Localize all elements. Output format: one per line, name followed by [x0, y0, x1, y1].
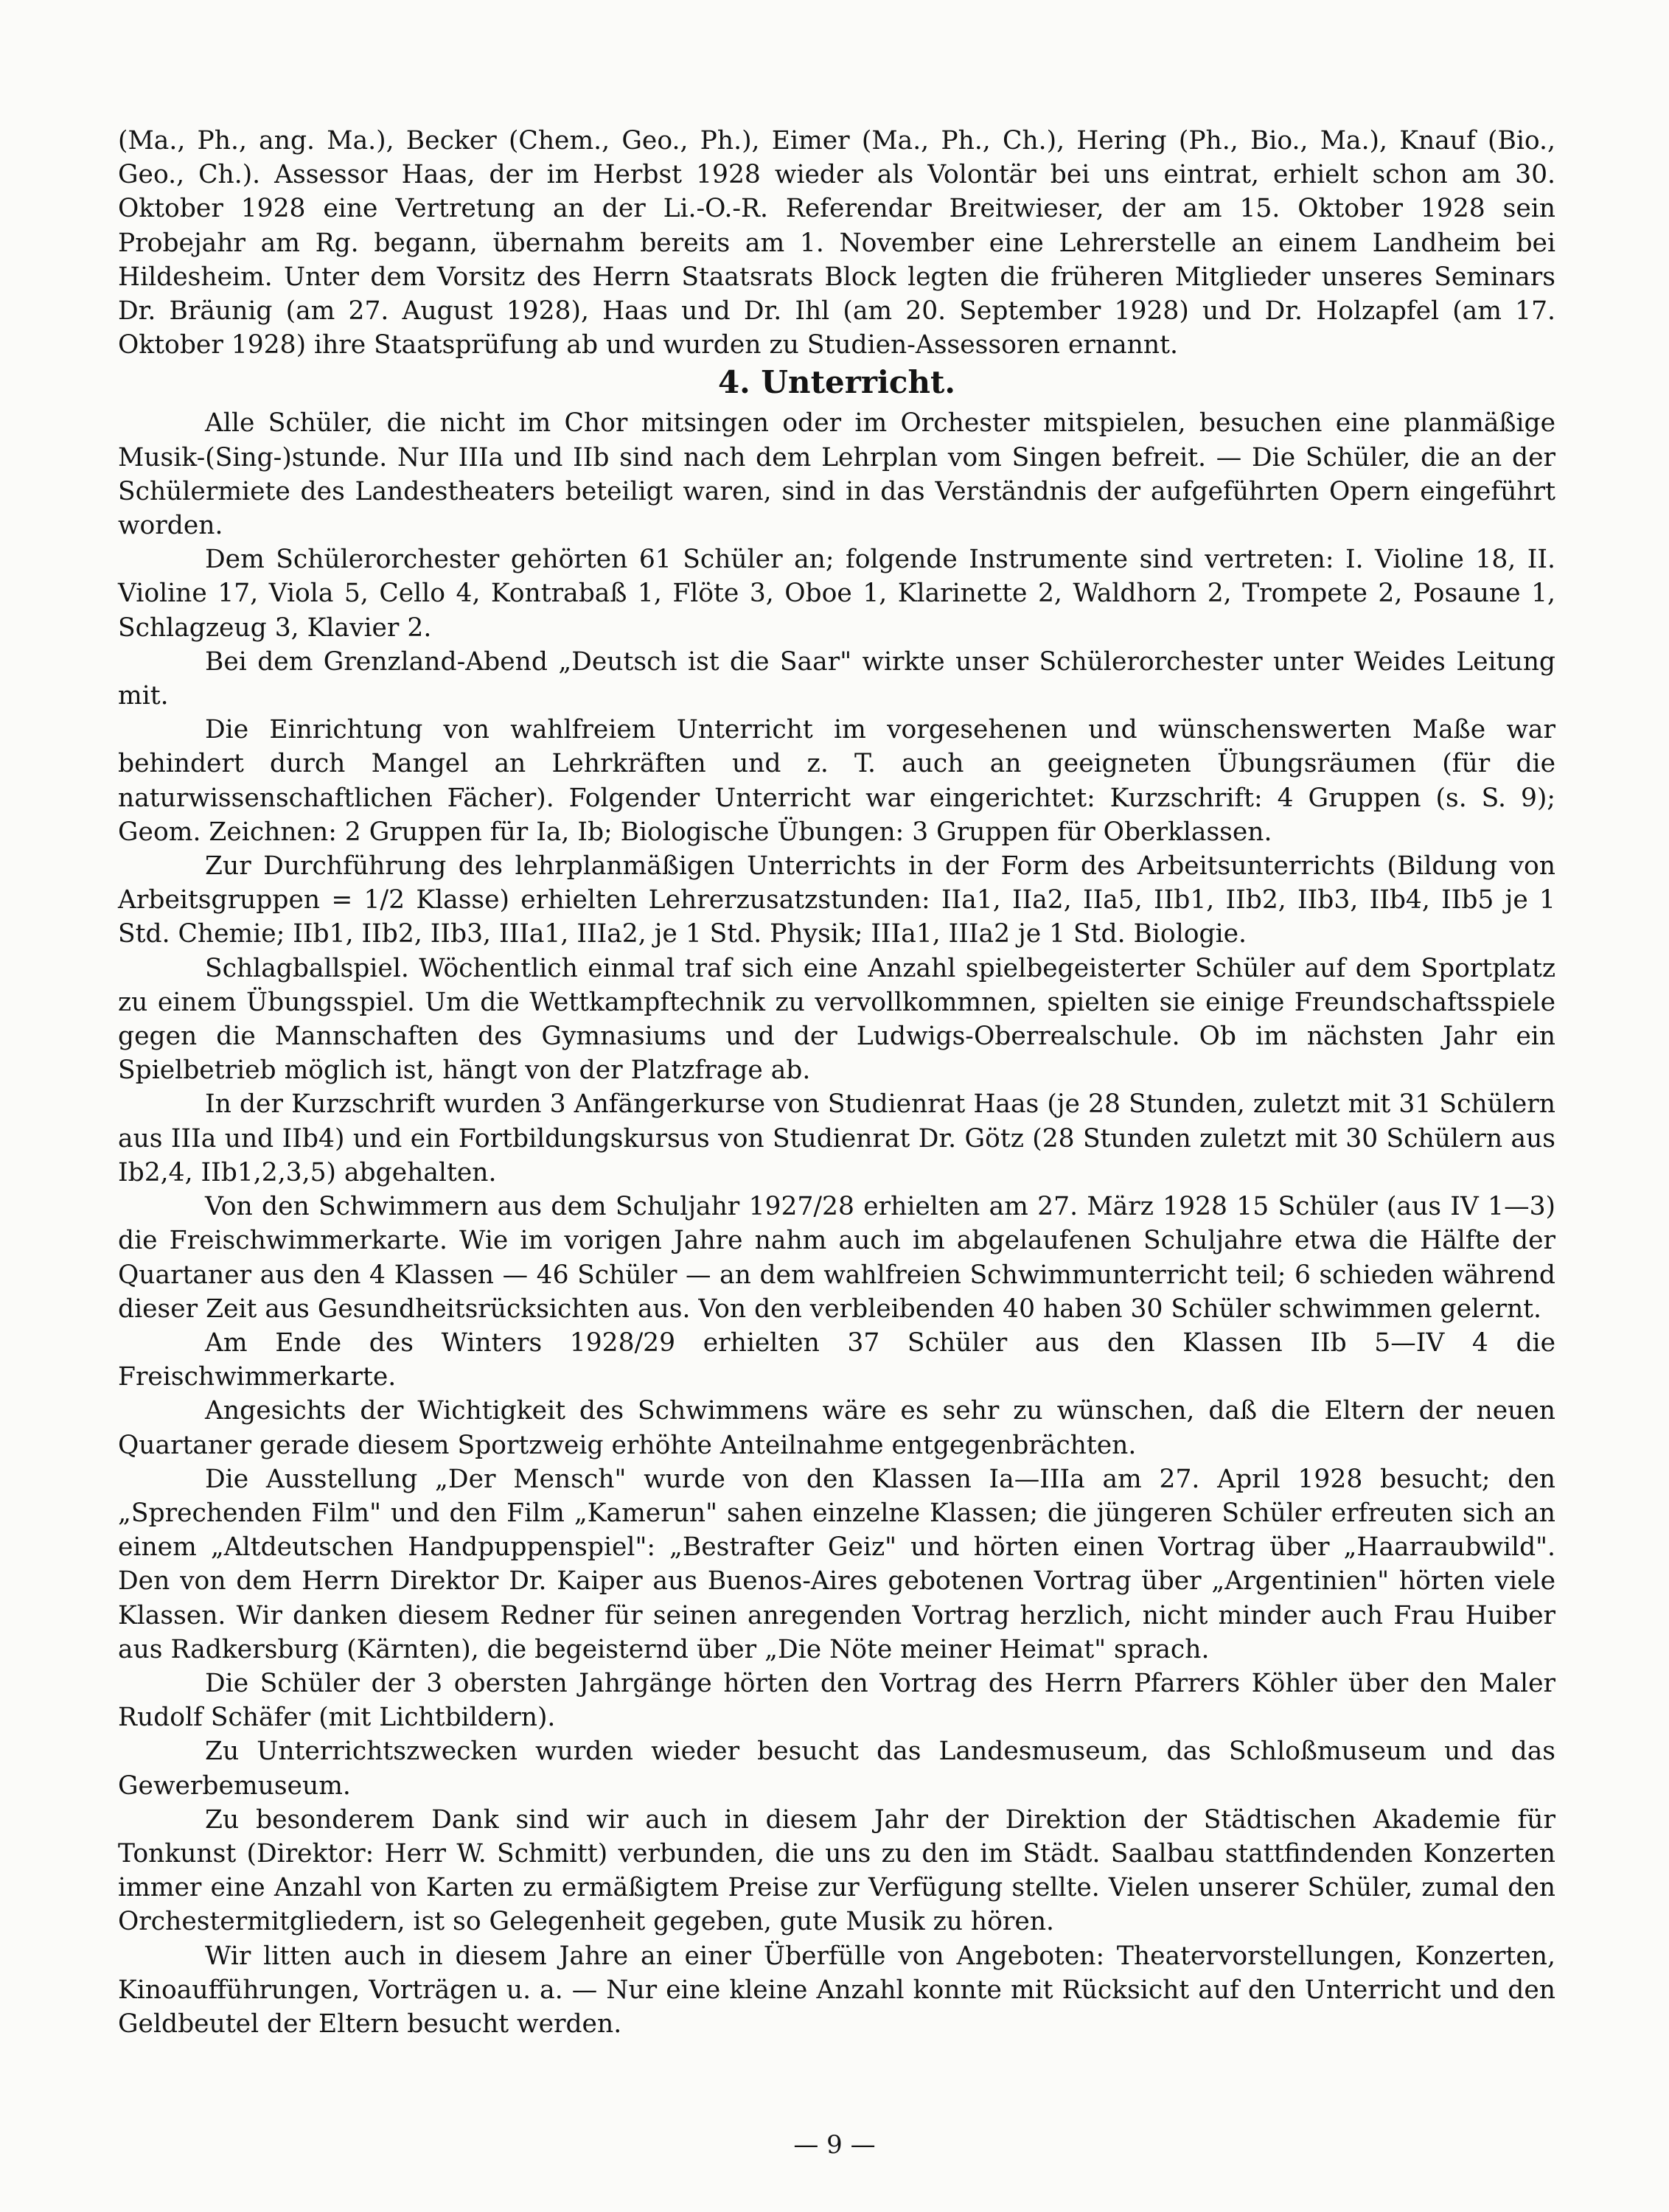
paragraph-work-groups: Zur Durchführung des lehrplanmäßigen Unterrichts in der Form des Arbeitsunterrichts (Bildung von Arbeitsgruppen = 1/2 Klasse) erhielten Lehrerzusatzstunden: IIa1, IIa2, IIa5, IIb1, IIb2, IIb3, IIb4, IIb5 je 1 Std. Chemie; IIb1, IIb2, IIb3, IIIa1, IIIa2, je 1 Std. Physik; IIIa1, IIIa2 je 1 Std. Biologie.: [118, 851, 1555, 949]
paragraph-winter-swim: Am Ende des Winters 1928/29 erhielten 37 Schüler aus den Klassen IIb 5—IV 4 die Freischwimmerkarte.: [118, 1327, 1555, 1392]
paragraph-exhibitions: Die Ausstellung „Der Mensch" wurde von den Klassen Ia—IIIa am 27. April 1928 besucht; den „Sprechenden Film" und den Film „Kamerun" sahen einzelne Klassen; die jüngeren Schüler erfreuten sich an einem „Altdeutschen Handpuppenspiel": „Bestrafter Geiz" und hörten einen Vortrag über „Haarraubwild". Den von dem Herrn Direktor Dr. Kaiper aus Buenos-Aires gebotenen Vortrag über „Argentinien" hörten viele Klassen. Wir danken diesem Redner für seinen anregenden Vortrag herzlich, nicht minder auch Frau Huiber aus Radkersburg (Kärnten), die begeisternd über „Die Nöte meiner Heimat" sprach.: [118, 1464, 1555, 1664]
paragraph-swim-importance: Angesichts der Wichtigkeit des Schwimmens wäre es sehr zu wünschen, daß die Eltern der neuen Quartaner gerade diesem Sportzweig erhöhte Anteilnahme entgegenbrächten.: [118, 1396, 1555, 1460]
section-heading: 4. Unterricht.: [717, 364, 956, 401]
paragraph-swimmers: Von den Schwimmern aus dem Schuljahr 1927/28 erhielten am 27. März 1928 15 Schüler (aus IV 1—3) die Freischwimmerkarte. Wie im vorigen Jahre nahm auch im abgelaufenen Schuljahre etwa die Hälfte der Quartaner aus den 4 Klassen — 46 Schüler — an dem wahlfreien Schwimmunterricht teil; 6 schieden während dieser Zeit aus Gesundheitsrücksichten aus. Von den verbleibenden 40 haben 30 Schüler schwimmen gelernt.: [118, 1192, 1555, 1324]
paragraph-optional-lessons: Die Einrichtung von wahlfreiem Unterricht im vorgesehenen und wünschenswerten Maße war behindert durch Mangel an Lehrkräften und z. T. auch an geeigneten Übungsräumen (für die naturwissenschaftlichen Fächer). Folgender Unterricht war eingerichtet: Kurzschrift: 4 Gruppen (s. S. 9); Geom. Zeichnen: 2 Gruppen für Ia, Ib; Biologische Übungen: 3 Gruppen für Oberklassen.: [118, 715, 1555, 847]
paragraph-staff-changes: (Ma., Ph., ang. Ma.), Becker (Chem., Geo., Ph.), Eimer (Ma., Ph., Ch.), Hering (Ph., Bio., Ma.), Knauf (Bio., Geo., Ch.). Assessor Haas, der im Herbst 1928 wieder als Volontär bei uns eintrat, erhielt schon am 30. Oktober 1928 eine Vertretung an der Li.-O.-R. Referendar Breitwieser, der am 15. Oktober 1928 sein Probejahr am Rg. begann, übernahm bereits am 1. November eine Lehrerstelle an einem Landheim bei Hildesheim. Unter dem Vorsitz des Herrn Staatsrats Block legten die früheren Mitglieder unseres Seminars Dr. Bräunig (am 27. August 1928), Haas und Dr. Ihl (am 20. September 1928) und Dr. Holzapfel (am 17. Oktober 1928) ihre Staatsprüfung ab und wurden zu Studien-Assessoren ernannt.: [118, 126, 1555, 360]
document-page: [118, 124, 1555, 2041]
page-number: — 9 —: [793, 2130, 876, 2160]
paragraph-grenzland-abend: Bei dem Grenzland-Abend „Deutsch ist die Saar" wirkte unser Schülerorchester unter Weides Leitung mit.: [118, 646, 1555, 711]
paragraph-lecture-koehler: Die Schüler der 3 obersten Jahrgänge hörten den Vortrag des Herrn Pfarrers Köhler über den Maler Rudolf Schäfer (mit Lichtbildern).: [118, 1668, 1555, 1733]
paragraph-museums: Zu Unterrichtszwecken wurden wieder besucht das Landesmuseum, das Schloßmuseum und das Gewerbemuseum.: [118, 1737, 1555, 1801]
paragraph-academy-thanks: Zu besonderem Dank sind wir auch in diesem Jahr der Direktion der Städtischen Akademie für Tonkunst (Direktor: Herr W. Schmitt) verbunden, die uns zu den im Städt. Saalbau stattfindenden Konzerten immer eine Anzahl von Karten zu ermäßigtem Preise zur Verfügung stellte. Vielen unserer Schüler, zumal den Orchestermitgliedern, ist so Gelegenheit gegeben, gute Musik zu hören.: [118, 1804, 1555, 1937]
paragraph-offers: Wir litten auch in diesem Jahre an einer Überfülle von Angeboten: Theatervorstellungen, Konzerten, Kinoaufführungen, Vorträgen u. a. — Nur eine kleine Anzahl konnte mit Rücksicht auf den Unterricht und den Geldbeutel der Eltern besucht werden.: [118, 1941, 1555, 2039]
paragraph-schlagball: Schlagballspiel. Wöchentlich einmal traf sich eine Anzahl spielbegeisterter Schüler auf dem Sportplatz zu einem Übungsspiel. Um die Wettkampftechnik zu vervollkommnen, spielten sie einige Freundschaftsspiele gegen die Mannschaften des Gymnasiums und der Ludwigs-Oberrealschule. Ob im nächsten Jahr ein Spielbetrieb möglich ist, hängt von der Platzfrage ab.: [118, 953, 1555, 1086]
paragraph-music-lessons: Alle Schüler, die nicht im Chor mitsingen oder im Orchester mitspielen, besuchen eine planmäßige Musik-(Sing-)stunde. Nur IIIa und IIb sind nach dem Lehrplan vom Singen befreit. — Die Schüler, die an der Schülermiete des Landestheaters beteiligt waren, sind in das Verständnis der aufgeführten Opern eingeführt worden.: [118, 408, 1555, 541]
paragraph-shorthand: In der Kurzschrift wurden 3 Anfängerkurse von Studienrat Haas (je 28 Stunden, zuletzt mit 31 Schülern aus IIIa und IIb4) und ein Fortbildungskursus von Studienrat Dr. Götz (28 Stunden zuletzt mit 30 Schülern aus Ib2,4, IIb1,2,3,5) abgehalten.: [118, 1089, 1555, 1187]
paragraph-orchestra: Dem Schülerorchester gehörten 61 Schüler an; folgende Instrumente sind vertreten: I. Violine 18, II. Violine 17, Viola 5, Cello 4, Kontrabaß 1, Flöte 3, Oboe 1, Klarinette 2, Waldhorn 2, Trompete 2, Posaune 1, Schlagzeug 3, Klavier 2.: [118, 545, 1555, 643]
